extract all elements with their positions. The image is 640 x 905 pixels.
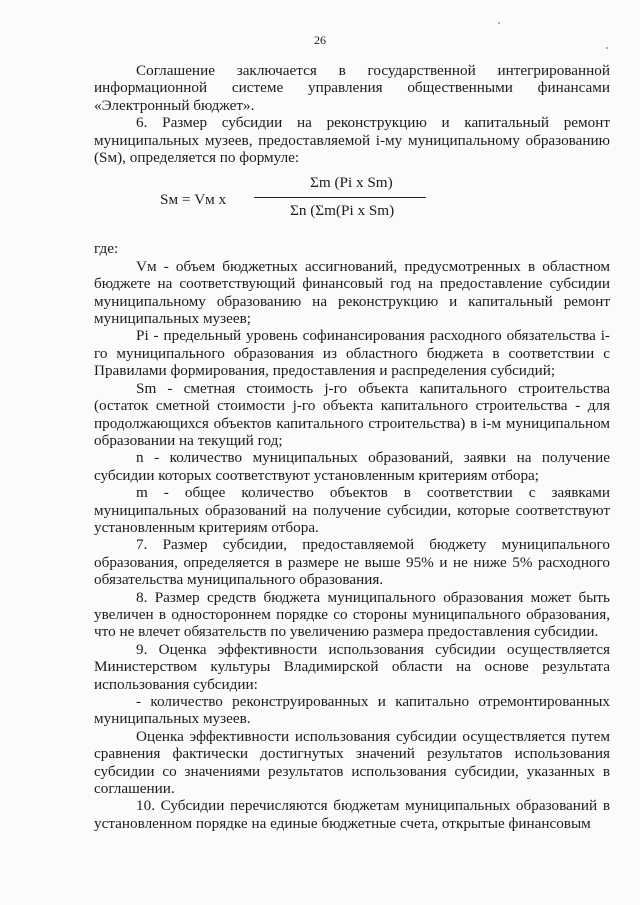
definition-v: Vм - объем бюджетных ассигнований, предусмотренных в областном бюджете на соответствующий финансовый год на предоставление субсидии муниципальному образованию на реконструкцию и капитальный ремонт муниципальных музеев; <box>94 257 610 328</box>
paragraph-7: 7. Размер субсидии, предоставляемой бюджету муниципального образования, определяется в размере не выше 95% и не ниже 5% расходного обязательства муниципального образования. <box>94 536 610 589</box>
subsidy-formula <box>94 171 610 227</box>
paragraph-10: 10. Субсидии перечисляются бюджетам муниципальных образований в установленном порядке на единые бюджетные счета, открытые финансовым <box>94 797 610 832</box>
paragraph-9-item: - количество реконструированных и капитально отремонтированных муниципальных музеев. <box>94 693 610 728</box>
paragraph-8: 8. Размер средств бюджета муниципального образования может быть увеличен в одностороннем порядке со стороны муниципального образования, что не влечет обязательств по увеличению размера предоставления субсидии. <box>94 588 610 641</box>
formula-denominator: Σn (Σm(Pi x Sm) <box>290 202 395 220</box>
paragraph-6: 6. Размер субсидии на реконструкцию и капитальный ремонт муниципальных музеев, предоставляемой i-му муниципальному образованию (Sм), определяется по формуле: <box>94 114 610 167</box>
paragraph-9-evaluation: Оценка эффективности использования субсидии осуществляется путем сравнения фактически достигнутых значений результатов использования субсидии со значениями результатов использования субсидии, указанных в соглашении. <box>94 727 610 798</box>
fraction-bar <box>254 197 426 198</box>
scan-speck <box>498 22 500 24</box>
formula-lhs: Sм = Vм x <box>160 191 227 209</box>
paragraph-9: 9. Оценка эффективности использования субсидии осуществляется Министерством культуры Владимирской области на основе результата использования субсидии: <box>94 640 610 693</box>
formula-numerator: Σm (Pi x Sm) <box>310 174 393 192</box>
definition-n: n - количество муниципальных образований, заявки на получение субсидии которых соответствуют установленным критериям отбора; <box>94 449 610 484</box>
paragraph-agreement: Соглашение заключается в государственной интегрированной информационной системе управления общественными финансами «Электронный бюджет». <box>94 62 610 114</box>
definition-m: m - общее количество объектов в соответствии с заявками муниципальных образований на получение субсидии, которые соответствуют установленным критериям отбора. <box>94 484 610 536</box>
where-label: где: <box>94 240 119 258</box>
definition-pi: Pi - предельный уровень софинансирования расходного обязательства i-го муниципального образования из областного бюджета в соответствии с Правилами формирования, предоставления и распределения субсидий; <box>94 327 610 380</box>
page-number: 26 <box>314 33 326 47</box>
definition-sm: Sm - сметная стоимость j-го объекта капитального строительства (остаток сметной стоимости j-го объекта капитального строительства - для продолжающихся объектов капитального строительства) в i-м муниципальном образовании на текущий год; <box>94 379 610 449</box>
document-body <box>94 62 610 832</box>
